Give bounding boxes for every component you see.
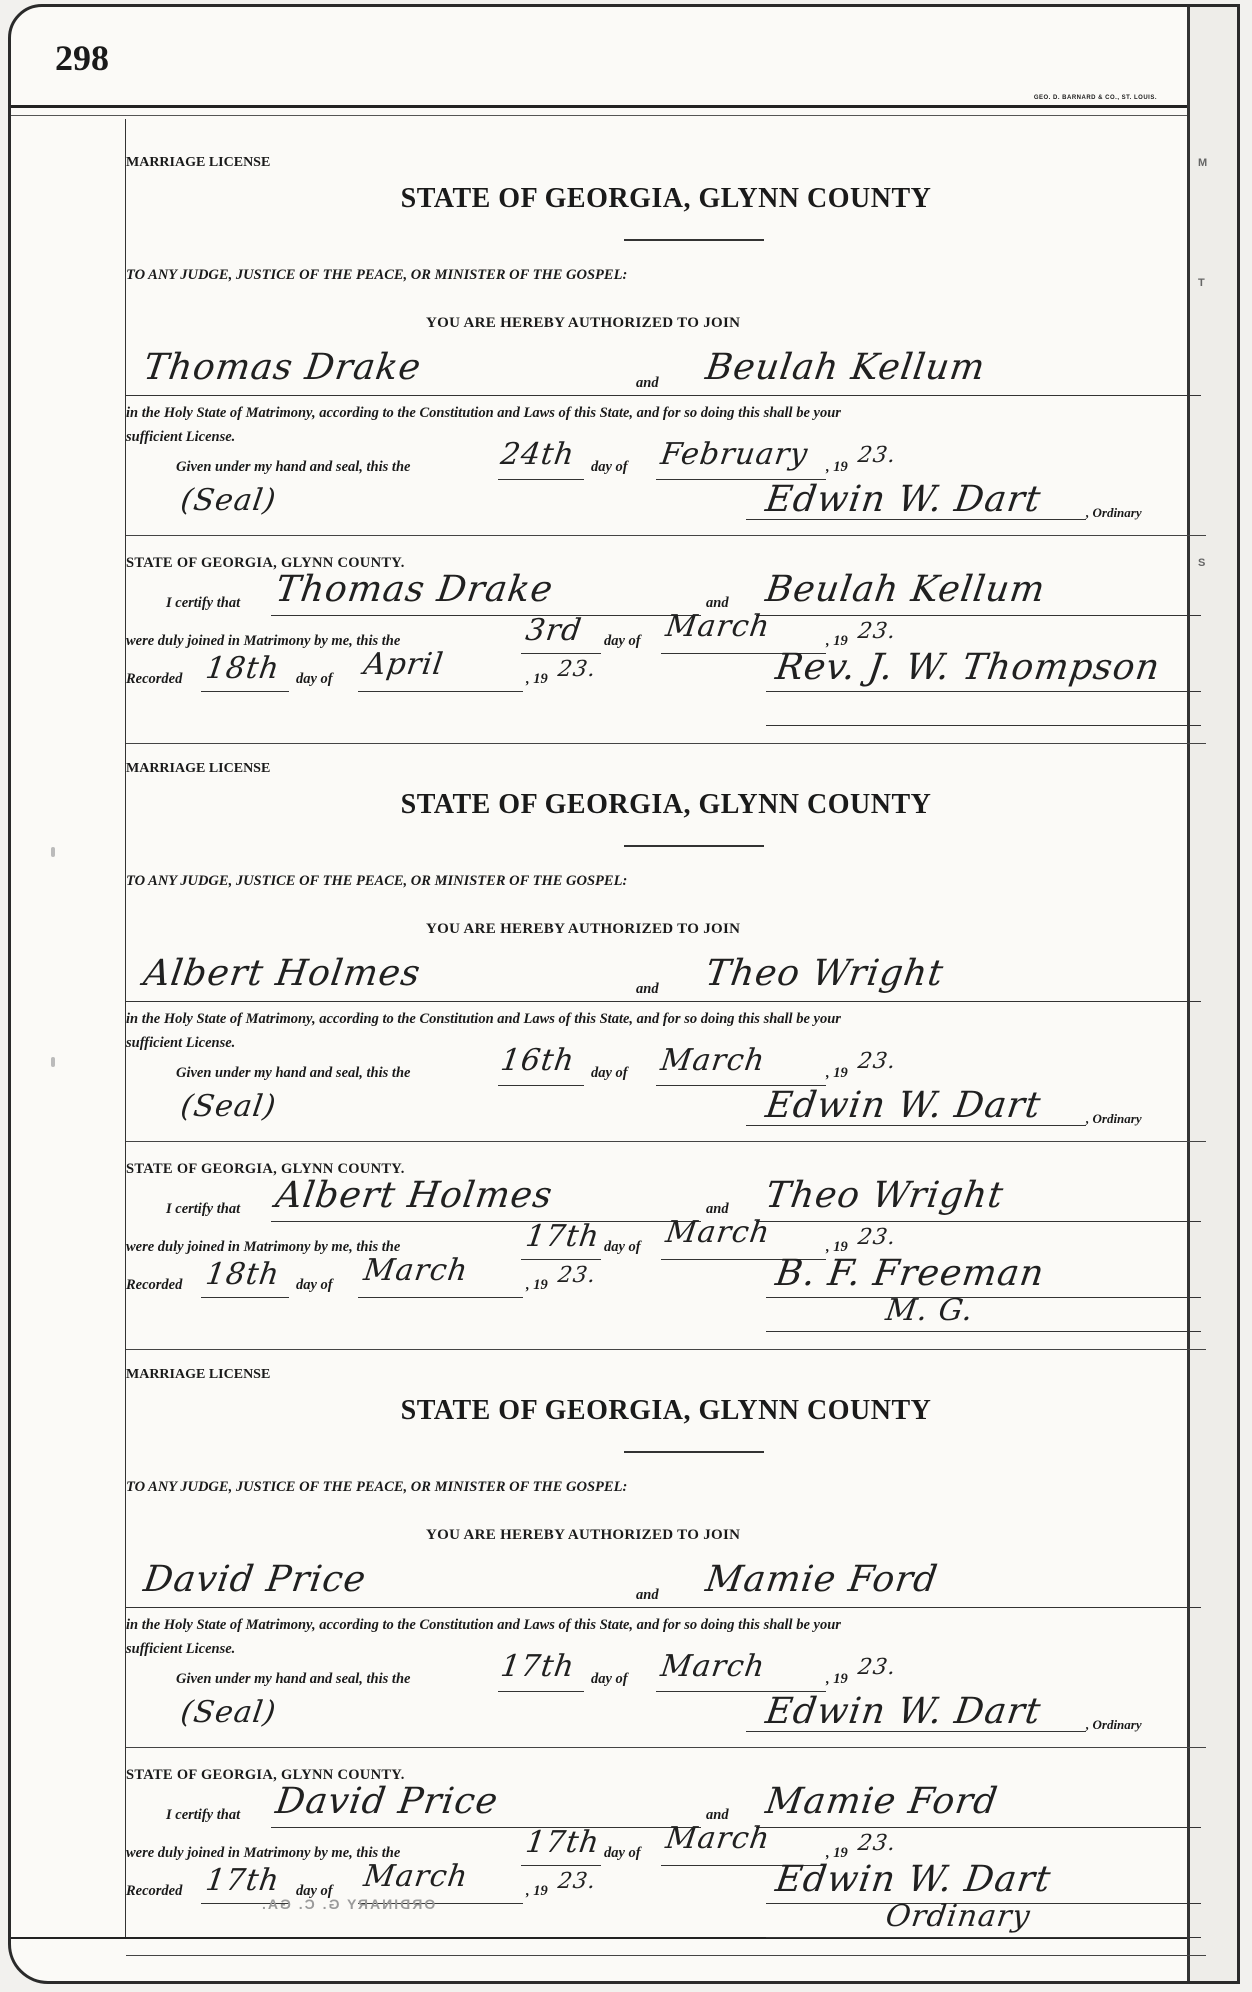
- names-line: [126, 1607, 1201, 1608]
- recorded-year-prefix: , 19: [526, 1277, 548, 1293]
- day-of-label: day of: [591, 1671, 628, 1687]
- recorded-month: March: [361, 1859, 471, 1894]
- joined-text: were duly joined in Matrimony by me, this the: [126, 1239, 401, 1255]
- joined-text: were duly joined in Matrimony by me, this the: [126, 633, 401, 649]
- joined-year-prefix: , 19: [826, 633, 848, 649]
- cert-groom-line: [271, 615, 701, 616]
- ordinary-label: , Ordinary: [1086, 1111, 1142, 1126]
- authorized-line: YOU ARE HEREBY AUTHORIZED TO JOIN: [426, 315, 741, 331]
- cert-bride-line: [756, 615, 1201, 616]
- top-rule: [11, 105, 1193, 108]
- bride-name: Mamie Ford: [703, 1559, 941, 1600]
- year-prefix: , 19: [826, 1671, 848, 1687]
- given-year: 23.: [856, 443, 898, 468]
- ordinary-line: [746, 1731, 1086, 1732]
- license-header: MARRIAGE LICENSE: [126, 155, 271, 170]
- recorded-year: 23.: [556, 657, 598, 682]
- joined-year: 23.: [856, 1225, 898, 1250]
- and-label: and: [636, 375, 659, 391]
- officiant-line-2: [766, 725, 1201, 726]
- cert-groom-line: [271, 1221, 701, 1222]
- spine-fragment: T: [1198, 277, 1205, 289]
- joined-year-prefix: , 19: [826, 1239, 848, 1255]
- certify-text: I certify that: [166, 595, 241, 611]
- license-title: STATE OF GEORGIA, GLYNN COUNTY: [400, 789, 932, 820]
- given-day: 24th: [498, 437, 578, 472]
- recorded-day-of: day of: [296, 671, 333, 687]
- page-number: 298: [55, 38, 109, 78]
- given-text: Given under my hand and seal, this the: [176, 1671, 411, 1687]
- cert-and-label: and: [706, 1807, 729, 1823]
- ordinary-label: , Ordinary: [1086, 505, 1142, 520]
- seal-mark: (Seal): [178, 483, 279, 518]
- cert-bride-line: [756, 1221, 1201, 1222]
- and-label: and: [636, 981, 659, 997]
- year-prefix: , 19: [826, 459, 848, 475]
- section-divider: [126, 1747, 1206, 1748]
- and-label: and: [636, 1587, 659, 1603]
- seal-mark: (Seal): [178, 1695, 279, 1730]
- license-title: STATE OF GEORGIA, GLYNN COUNTY: [400, 1395, 932, 1426]
- authorized-line: YOU ARE HEREBY AUTHORIZED TO JOIN: [426, 921, 741, 937]
- joined-month: March: [663, 609, 773, 644]
- cert-and-label: and: [706, 1201, 729, 1217]
- given-month: March: [658, 1043, 768, 1078]
- ordinary-line: [746, 519, 1086, 520]
- groom-name: Thomas Drake: [141, 347, 424, 388]
- officiant-signature: B. F. Freeman: [773, 1253, 1048, 1294]
- joined-year: 23.: [856, 1831, 898, 1856]
- officiant-line-2: [766, 1331, 1201, 1332]
- authorized-line: YOU ARE HEREBY AUTHORIZED TO JOIN: [426, 1527, 741, 1543]
- cert-groom-line: [271, 1827, 701, 1828]
- binding-hole: [51, 847, 55, 857]
- recorded-text: Recorded: [126, 1277, 183, 1293]
- cert-bride-name: Beulah Kellum: [763, 569, 1049, 610]
- certificate-header: STATE OF GEORGIA, GLYNN COUNTY.: [126, 555, 405, 571]
- cert-bride-line: [756, 1827, 1201, 1828]
- cert-and-label: and: [706, 595, 729, 611]
- address-line: TO ANY JUDGE, JUSTICE OF THE PEACE, OR MINISTER OF THE GOSPEL:: [126, 267, 628, 283]
- recorded-day-line: [201, 1297, 289, 1298]
- given-day-line: [498, 1691, 584, 1692]
- given-year: 23.: [856, 1655, 898, 1680]
- given-month: March: [658, 1649, 768, 1684]
- cert-bride-name: Theo Wright: [763, 1175, 1007, 1216]
- ledger-page: [8, 4, 1240, 1984]
- bride-name: Theo Wright: [703, 953, 947, 994]
- joined-year-prefix: , 19: [826, 1845, 848, 1861]
- license-header: MARRIAGE LICENSE: [126, 761, 271, 776]
- recorded-year: 23.: [556, 1263, 598, 1288]
- license-header: MARRIAGE LICENSE: [126, 1367, 271, 1382]
- title-rule: [624, 239, 764, 241]
- ordinary-signature: Edwin W. Dart: [763, 479, 1044, 520]
- recorded-day: 18th: [203, 1257, 283, 1292]
- matrimony-text: in the Holy State of Matrimony, according to the Constitution and Laws of this State, and for so doing this shall be your: [126, 1011, 841, 1027]
- groom-name: David Price: [141, 1559, 369, 1600]
- marriage-license-entry: [126, 753, 1206, 1359]
- given-text: Given under my hand and seal, this the: [176, 1065, 411, 1081]
- title-rule: [624, 845, 764, 847]
- officiant-line: [766, 1297, 1201, 1298]
- joined-day: 3rd: [523, 613, 585, 648]
- license-divider: [126, 1955, 1206, 1956]
- given-year: 23.: [856, 1049, 898, 1074]
- day-of-label: day of: [591, 1065, 628, 1081]
- top-rule-thin: [11, 115, 1193, 116]
- recorded-month-line: [358, 691, 523, 692]
- license-divider: [126, 1349, 1206, 1350]
- ordinary-signature: Edwin W. Dart: [763, 1691, 1044, 1732]
- joined-year: 23.: [856, 619, 898, 644]
- bride-name: Beulah Kellum: [703, 347, 989, 388]
- joined-day-line: [521, 1259, 601, 1260]
- joined-day-line: [521, 653, 601, 654]
- names-line: [126, 395, 1201, 396]
- recorded-day: 18th: [203, 651, 283, 686]
- recorded-year: 23.: [556, 1869, 598, 1894]
- officiant-title: Ordinary: [883, 1899, 1033, 1934]
- cert-groom-name: Thomas Drake: [273, 569, 556, 610]
- joined-day: 17th: [523, 1219, 603, 1254]
- officiant-signature: Rev. J. W. Thompson: [773, 647, 1163, 688]
- officiant-title: M. G.: [883, 1293, 976, 1328]
- recorded-text: Recorded: [126, 1883, 183, 1899]
- names-line: [126, 1001, 1201, 1002]
- certificate-header: STATE OF GEORGIA, GLYNN COUNTY.: [126, 1767, 405, 1783]
- recorded-year-prefix: , 19: [526, 671, 548, 687]
- title-rule: [624, 1451, 764, 1453]
- certificate-header: STATE OF GEORGIA, GLYNN COUNTY.: [126, 1161, 405, 1177]
- given-day-line: [498, 479, 584, 480]
- cert-groom-name: Albert Holmes: [273, 1175, 556, 1216]
- given-month: February: [658, 437, 811, 472]
- section-divider: [126, 535, 1206, 536]
- matrimony-text: in the Holy State of Matrimony, according to the Constitution and Laws of this State, and for so doing this shall be your: [126, 405, 841, 421]
- recorded-day-of: day of: [296, 1277, 333, 1293]
- officiant-line: [766, 691, 1201, 692]
- year-prefix: , 19: [826, 1065, 848, 1081]
- address-line: TO ANY JUDGE, JUSTICE OF THE PEACE, OR MINISTER OF THE GOSPEL:: [126, 873, 628, 889]
- matrimony-text-2: sufficient License.: [126, 1641, 236, 1657]
- certify-text: I certify that: [166, 1201, 241, 1217]
- ordinary-stamp: ORDINARY G. C. GA.: [260, 1896, 436, 1912]
- officiant-signature: Edwin W. Dart: [773, 1859, 1054, 1900]
- spine-fragment: M: [1198, 157, 1208, 169]
- seal-mark: (Seal): [178, 1089, 279, 1124]
- matrimony-text-2: sufficient License.: [126, 429, 236, 445]
- given-day-line: [498, 1085, 584, 1086]
- recorded-month: March: [361, 1253, 471, 1288]
- officiant-line-2: [766, 1937, 1201, 1938]
- license-divider: [126, 743, 1206, 744]
- license-list: [126, 147, 1206, 1965]
- ordinary-signature: Edwin W. Dart: [763, 1085, 1044, 1126]
- given-day: 17th: [498, 1649, 578, 1684]
- recorded-day-line: [201, 691, 289, 692]
- joined-day-line: [521, 1865, 601, 1866]
- joined-month: March: [663, 1821, 773, 1856]
- section-divider: [126, 1141, 1206, 1142]
- ordinary-line: [746, 1125, 1086, 1126]
- recorded-day: 17th: [203, 1863, 283, 1898]
- cert-groom-name: David Price: [273, 1781, 501, 1822]
- joined-day-of: day of: [604, 1239, 641, 1255]
- recorded-day-of: day of: [296, 1883, 333, 1899]
- spine-fragment: S: [1198, 557, 1206, 569]
- license-title: STATE OF GEORGIA, GLYNN COUNTY: [400, 183, 932, 214]
- certify-text: I certify that: [166, 1807, 241, 1823]
- recorded-text: Recorded: [126, 671, 183, 687]
- cert-bride-name: Mamie Ford: [763, 1781, 1001, 1822]
- joined-day-of: day of: [604, 633, 641, 649]
- binding-hole: [51, 1057, 55, 1067]
- address-line: TO ANY JUDGE, JUSTICE OF THE PEACE, OR MINISTER OF THE GOSPEL:: [126, 1479, 628, 1495]
- recorded-year-prefix: , 19: [526, 1883, 548, 1899]
- joined-day-of: day of: [604, 1845, 641, 1861]
- given-text: Given under my hand and seal, this the: [176, 459, 411, 475]
- printer-imprint: GEO. D. BARNARD & CO., ST. LOUIS.: [1033, 95, 1157, 101]
- marriage-license-entry: [126, 147, 1206, 753]
- joined-month: March: [663, 1215, 773, 1250]
- matrimony-text: in the Holy State of Matrimony, according to the Constitution and Laws of this State, and for so doing this shall be your: [126, 1617, 841, 1633]
- joined-day: 17th: [523, 1825, 603, 1860]
- recorded-month-line: [358, 1297, 523, 1298]
- recorded-month: April: [361, 647, 446, 682]
- matrimony-text-2: sufficient License.: [126, 1035, 236, 1051]
- given-day: 16th: [498, 1043, 578, 1078]
- ordinary-label: , Ordinary: [1086, 1717, 1142, 1732]
- marriage-license-entry: [126, 1359, 1206, 1965]
- joined-text: were duly joined in Matrimony by me, this the: [126, 1845, 401, 1861]
- day-of-label: day of: [591, 459, 628, 475]
- groom-name: Albert Holmes: [141, 953, 424, 994]
